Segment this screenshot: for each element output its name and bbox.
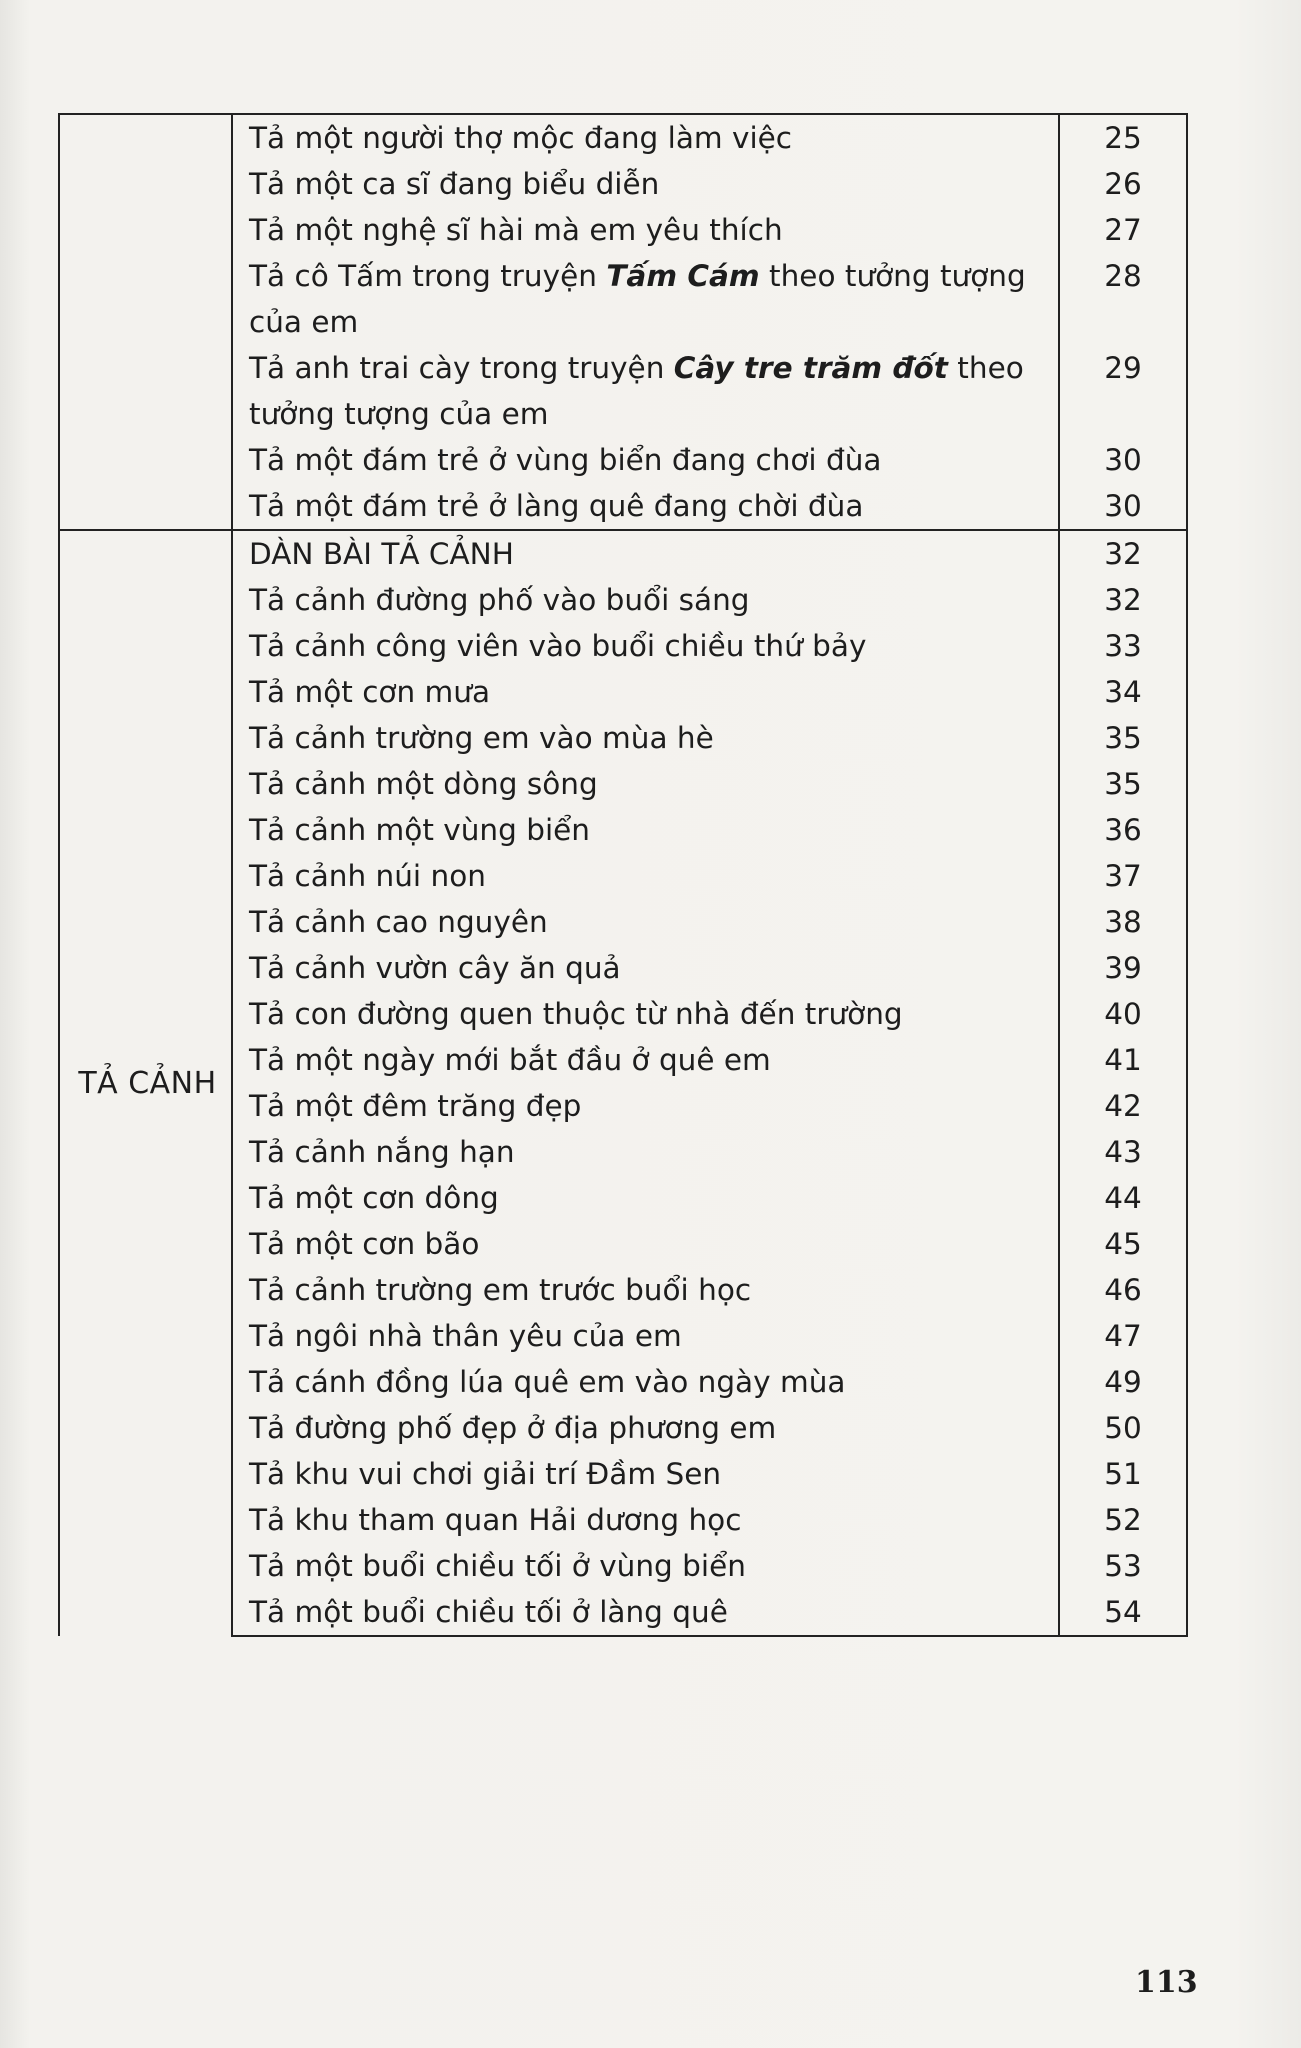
entry-title: Tả con đường quen thuộc từ nhà đến trường — [249, 997, 903, 1031]
entry-page-cell — [1059, 253, 1187, 345]
entry-title: Tả cảnh công viên vào buổi chiều thứ bảy — [249, 629, 867, 663]
entry-page-cell — [1059, 345, 1187, 437]
entry-page-cell — [1059, 1497, 1187, 1543]
entry-title-cell — [232, 1175, 1059, 1221]
entry-title: Tả ngôi nhà thân yêu của em — [249, 1319, 682, 1353]
entry-page-cell — [1059, 483, 1187, 530]
entry-title: Tả một đêm trăng đẹp — [249, 1089, 582, 1123]
entry-page-cell — [1059, 1405, 1187, 1451]
entry-title-cell — [232, 345, 1059, 437]
entry-title: Tả cánh đồng lúa quê em vào ngày mùa — [249, 1365, 846, 1399]
entry-title: Tả cảnh cao nguyên — [249, 905, 548, 939]
entry-page-number: 52 — [1104, 1503, 1142, 1537]
entry-page-cell — [1059, 623, 1187, 669]
entry-title-cell — [232, 623, 1059, 669]
entry-title: Tả cảnh trường em vào mùa hè — [249, 721, 714, 755]
entry-page-cell — [1059, 1175, 1187, 1221]
entry-title-cell — [232, 1497, 1059, 1543]
entry-title-part: Tả cô Tấm trong truyện — [249, 259, 607, 293]
entry-page-number: 26 — [1104, 167, 1142, 201]
entry-title: Tả một cơn dông — [249, 1181, 499, 1215]
entry-page-number: 41 — [1104, 1043, 1142, 1077]
entry-title: Tả đường phố đẹp ở địa phương em — [249, 1411, 777, 1445]
entry-page-cell — [1059, 945, 1187, 991]
entry-page-cell — [1059, 437, 1187, 483]
entry-title-cell — [232, 1405, 1059, 1451]
entry-page-number: 50 — [1104, 1411, 1142, 1445]
entry-page-number: 38 — [1104, 905, 1142, 939]
entry-title-cell — [232, 715, 1059, 761]
entry-title-cell — [232, 253, 1059, 345]
page-number: 113 — [1135, 1965, 1198, 2000]
entry-page-number: 29 — [1104, 351, 1142, 385]
entry-title: Tả khu tham quan Hải dương học — [249, 1503, 742, 1537]
entry-title: Tả cảnh vườn cây ăn quả — [249, 951, 621, 985]
entry-title: Tả cảnh trường em trước buổi học — [249, 1273, 752, 1307]
entry-page-cell — [1059, 761, 1187, 807]
entry-page-cell — [1059, 807, 1187, 853]
entry-page-number: 47 — [1104, 1319, 1142, 1353]
entry-title-part: theo tưởng tượng của em — [249, 351, 1024, 431]
entry-title-cell — [232, 1267, 1059, 1313]
entry-page-number: 40 — [1104, 997, 1142, 1031]
entry-title-cell — [232, 1083, 1059, 1129]
entry-page-number: 49 — [1104, 1365, 1142, 1399]
entry-title-cell — [232, 807, 1059, 853]
entry-title-cell — [232, 437, 1059, 483]
entry-title-cell — [232, 1359, 1059, 1405]
entry-title-emphasis: Tấm Cám — [606, 259, 760, 293]
entry-title-cell — [232, 207, 1059, 253]
entry-title-cell — [232, 530, 1059, 577]
entry-title-cell — [232, 1313, 1059, 1359]
entry-title-cell — [232, 1221, 1059, 1267]
entry-page-cell — [1059, 1451, 1187, 1497]
entry-page-cell — [1059, 1129, 1187, 1175]
entry-page-cell — [1059, 669, 1187, 715]
section-cell — [59, 530, 232, 1636]
entry-title-cell — [232, 1451, 1059, 1497]
entry-page-number: 39 — [1104, 951, 1142, 985]
entry-page-cell — [1059, 991, 1187, 1037]
entry-page-number: 30 — [1104, 489, 1142, 523]
entry-title: Tả một cơn bão — [249, 1227, 480, 1261]
entry-title: Tả một cơn mưa — [249, 675, 491, 709]
entry-title: Tả một người thợ mộc đang làm việc — [249, 121, 793, 155]
entry-page-number: 25 — [1104, 121, 1142, 155]
entry-page-cell — [1059, 207, 1187, 253]
entry-title: Tả một buổi chiều tối ở vùng biển — [249, 1549, 746, 1583]
entry-page-cell — [1059, 1083, 1187, 1129]
entry-title-cell — [232, 1037, 1059, 1083]
entry-page-number: 45 — [1104, 1227, 1142, 1261]
entry-title: Tả một ngày mới bắt đầu ở quê em — [249, 1043, 771, 1077]
entry-page-cell — [1059, 114, 1187, 161]
entry-page-cell — [1059, 1543, 1187, 1589]
entry-page-cell — [1059, 577, 1187, 623]
entry-title-cell — [232, 161, 1059, 207]
entry-title: Tả một ca sĩ đang biểu diễn — [249, 167, 660, 201]
entry-title: Tả cảnh núi non — [249, 859, 486, 893]
entry-page-cell — [1059, 161, 1187, 207]
entry-title-cell — [232, 761, 1059, 807]
section-cell — [59, 114, 232, 530]
entry-page-cell — [1059, 1267, 1187, 1313]
entry-page-number: 32 — [1104, 583, 1142, 617]
entry-page-cell — [1059, 530, 1187, 577]
entry-page-number: 34 — [1104, 675, 1142, 709]
entry-page-cell — [1059, 1221, 1187, 1267]
entry-title-cell — [232, 114, 1059, 161]
entry-page-number: 44 — [1104, 1181, 1142, 1215]
entry-page-number: 42 — [1104, 1089, 1142, 1123]
entry-page-number: 51 — [1104, 1457, 1142, 1491]
entry-page-number: 33 — [1104, 629, 1142, 663]
entry-title: DÀN BÀI TẢ CẢNH — [249, 537, 514, 571]
entry-title-cell — [232, 899, 1059, 945]
entry-page-cell — [1059, 1589, 1187, 1636]
entry-page-number: 54 — [1104, 1595, 1142, 1629]
entry-title-cell — [232, 853, 1059, 899]
entry-title-cell — [232, 577, 1059, 623]
entry-title — [249, 253, 1058, 345]
entry-page-number: 53 — [1104, 1549, 1142, 1583]
entry-page-number: 35 — [1104, 767, 1142, 801]
entry-page-number: 36 — [1104, 813, 1142, 847]
entry-title: Tả một đám trẻ ở làng quê đang chời đùa — [249, 489, 864, 523]
entry-title: Tả cảnh một vùng biển — [249, 813, 590, 847]
section-label: TẢ CẢNH — [78, 1066, 217, 1101]
toc-row — [59, 114, 1187, 161]
entry-title-cell — [232, 1589, 1059, 1636]
entry-title: Tả khu vui chơi giải trí Đầm Sen — [249, 1457, 722, 1491]
entry-title-cell — [232, 991, 1059, 1037]
entry-page-number: 35 — [1104, 721, 1142, 755]
entry-page-cell — [1059, 853, 1187, 899]
entry-page-cell — [1059, 1359, 1187, 1405]
entry-page-number: 30 — [1104, 443, 1142, 477]
table-of-contents — [58, 113, 1188, 1637]
entry-title: Tả cảnh nắng hạn — [249, 1135, 515, 1169]
entry-title-cell — [232, 945, 1059, 991]
entry-title-cell — [232, 1129, 1059, 1175]
entry-title-cell — [232, 1543, 1059, 1589]
entry-page-number: 28 — [1104, 259, 1142, 293]
entry-title-emphasis: Cây tre trăm đốt — [673, 351, 948, 385]
entry-title-part: Tả anh trai cày trong truyện — [249, 351, 674, 385]
entry-page-number: 43 — [1104, 1135, 1142, 1169]
entry-page-number: 46 — [1104, 1273, 1142, 1307]
entry-page-number: 32 — [1104, 537, 1142, 571]
entry-title-part: theo tưởng tượng của em — [249, 259, 1026, 339]
entry-title-cell — [232, 669, 1059, 715]
entry-title: Tả cảnh đường phố vào buổi sáng — [249, 583, 750, 617]
entry-page-number: 37 — [1104, 859, 1142, 893]
entry-title: Tả một nghệ sĩ hài mà em yêu thích — [249, 213, 783, 247]
entry-title: Tả một buổi chiều tối ở làng quê — [249, 1595, 728, 1629]
toc-row — [59, 530, 1187, 577]
entry-page-cell — [1059, 1313, 1187, 1359]
entry-title: Tả cảnh một dòng sông — [249, 767, 598, 801]
toc-body — [59, 114, 1187, 1636]
entry-title — [249, 345, 1058, 437]
entry-page-number: 27 — [1104, 213, 1142, 247]
entry-page-cell — [1059, 715, 1187, 761]
entry-title-cell — [232, 483, 1059, 530]
entry-title: Tả một đám trẻ ở vùng biển đang chơi đùa — [249, 443, 882, 477]
entry-page-cell — [1059, 899, 1187, 945]
entry-page-cell — [1059, 1037, 1187, 1083]
